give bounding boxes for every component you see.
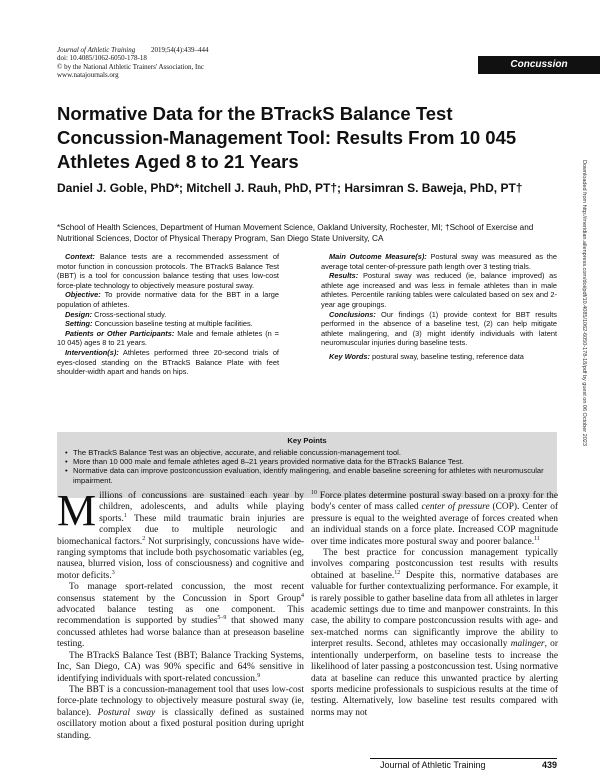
section-label: Concussion <box>478 56 600 74</box>
key-points-list <box>57 448 557 485</box>
body-paragraph <box>57 685 304 742</box>
reference-link[interactable]: 5–9 <box>217 615 227 622</box>
reference-link[interactable]: 12 <box>394 569 401 576</box>
objective-text: To provide normative data for the BBT in a large population of athletes. <box>57 290 279 309</box>
body-text: Force plates determine postural sway based on a proxy for the body's center of mass called <box>311 491 558 513</box>
intervention-text: Athletes performed three 20-second trials of eyes-closed standing on the BTrackS Balance Plate with feet shoulder-width apart and hands on hips. <box>57 347 279 377</box>
citation: 2019;54(4):439–444 <box>150 46 209 54</box>
download-note-text: Downloaded from http://meridian.allenpress.com/doi/pdf/10.4085/1062-6050-178-18/pdf by guest on 06 October 2023 <box>581 160 587 446</box>
page-number: 439 <box>541 760 557 770</box>
download-note <box>579 160 587 760</box>
body-paragraph <box>311 491 558 548</box>
patients-text: Male and female athletes (n = 10 045) ages 8 to 21 years. <box>57 328 280 348</box>
abstract-left-column <box>57 252 279 377</box>
copyright: © by the National Athletic Trainers' Association, Inc <box>57 62 204 71</box>
key-point-item: • Normative data can improve postconcussion evaluation, identify malingering, and enable baseline screening for athletes with neuromuscular impairment. <box>73 466 549 484</box>
objective-label: Objective: <box>65 290 101 300</box>
reference-link[interactable]: 4 <box>301 592 304 599</box>
body-text: illions of concussions are sustained each year by children, adolescents, and adults while playing sports. <box>99 491 304 524</box>
body-text: To manage sport-related concussion, the most recent consensus statement by the Concussion in Sport Group <box>57 582 304 604</box>
reference-link[interactable]: 3 <box>111 569 115 576</box>
key-points-title: Key Points <box>287 436 327 445</box>
intervention-label: Intervention(s): <box>65 347 119 357</box>
doi[interactable]: doi: 10.4085/1062-6050-178-18 <box>57 54 147 63</box>
body-text-italic: center of pressure <box>421 502 490 513</box>
setting-label: Setting: <box>65 319 93 329</box>
website-link[interactable]: www.natajournals.org <box>57 70 119 79</box>
abstract-right-column <box>321 252 557 362</box>
patients-label: Patients or Other Participants: <box>65 328 175 338</box>
footer-journal: Journal of Athletic Training <box>380 760 486 770</box>
body-paragraph <box>311 548 558 719</box>
conclusions-label: Conclusions: <box>329 309 376 319</box>
body-text: is classically defined as sustained oscillatory motion about a fixed postural position during upright standing. <box>57 707 304 741</box>
reference-link[interactable]: 11 <box>534 535 540 542</box>
body-text: The BBT is a concussion-management tool that uses low-cost force-plate technology to objectively measure postural sway (ie, balance). <box>57 684 304 718</box>
conclusions-text: Our findings (1) provide context for BBT results performed in the absence of a baseline test, (2) can help mitigate athlete malingering, and (3) might identify individuals with latent neuromuscular injuries during baseline tests. <box>321 309 557 348</box>
affiliations: *School of Health Sciences, Department of Human Movement Science, Oakland University, Rochester, MI; †School of Exercise and Nutritional Sciences, Doctor of Physical Therapy Program, San Diego State University, CA <box>57 223 534 243</box>
context-label: Context: <box>65 252 95 261</box>
reference-link[interactable]: 2 <box>142 535 146 542</box>
journal-name: Journal of Athletic Training <box>57 46 136 54</box>
body-text-italic: malinger <box>510 639 545 650</box>
page-footer <box>370 758 557 774</box>
body-paragraph <box>57 651 304 685</box>
body-text: , or intentionally underperform, on baseline tests to increase the likelihood of later passing a postconcussion test. Using normative data at baseline can reduce this unwanted practice by alerting sports medicine professionals to suspicious results at the time of testing. Alternatively, low baseline test results compared with norms may not <box>311 639 558 718</box>
keywords-text: postural sway, baseline testing, reference data <box>372 351 524 361</box>
results-text: Postural sway was reduced (ie, balance improved) as athlete age increased and was less in female athletes than in male athletes. Percentile ranking tables were calculated based on sex and 2-year age groupings. <box>321 271 557 309</box>
body-text: (COP). Center of pressure is equal to the weighted average of forces created when an individual stands on a force plate. Increased COP magnitude over time indicates more postural sway and poorer balance. <box>311 502 559 547</box>
reference-link[interactable]: 9 <box>257 672 261 679</box>
publication-metadata <box>57 46 287 79</box>
body-text: that showed many concussed athletes had worse balance than at preseason baseline testing. <box>57 616 304 650</box>
body-text: Not surprisingly, concussions have wide-ranging symptoms that include both psychosomatic variables (eg, nausea, blurred vision, loss of consciousness) and cognitive and motor deficits. <box>57 536 304 581</box>
body-left-column <box>57 486 304 742</box>
body-text-italic: Postural sway <box>97 707 156 718</box>
key-points-box <box>57 432 557 498</box>
reference-link[interactable]: 10 <box>311 489 317 496</box>
article-title: Normative Data for the BTrackS Balance Test Concussion-Management Tool: Results From 10 045 Athletes Aged 8 to 21 Years <box>57 103 517 172</box>
results-label: Results: <box>329 271 359 281</box>
body-paragraph <box>57 486 304 582</box>
outcome-text: Postural sway was measured as the average total center-of-pressure path length over 3 testing trials. <box>321 252 557 271</box>
body-text: advocated balance testing as one component. This recommendation is supported by studies <box>57 605 304 627</box>
authors: Daniel J. Goble, PhD*; Mitchell J. Rauh, PhD, PT†; Harsimran S. Baweja, PhD, PT† <box>57 181 523 195</box>
reference-link[interactable]: 1 <box>123 512 127 519</box>
key-point-item: • More than 10 000 male and female athletes aged 8–21 years provided normative data for the BTrackS Balance Test. <box>73 457 549 466</box>
footer-rule <box>370 758 557 759</box>
design-label: Design: <box>65 309 93 319</box>
key-point-item: • The BTrackS Balance Test was an objective, accurate, and reliable concussion-management tool. <box>73 448 549 457</box>
keywords-label: Key Words: <box>329 351 370 361</box>
context-text: Balance tests are a recommended assessment of motor function in concussion protocols. The BTrackS Balance Test (BBT) is a tool for concussion balance testing that uses low-cost force-plate technology to objectively measure postural sway. <box>57 252 279 290</box>
setting-text: Concussion baseline testing at multiple facilities. <box>94 319 253 329</box>
body-text: The BTrackS Balance Test (BBT; Balance Tracking Systems, Inc, San Diego, CA) was 90% specific and 64% sensitive in identifying individuals with sport-related concussion. <box>57 650 304 684</box>
drop-cap: M <box>57 486 97 535</box>
body-text: These mild traumatic brain injuries are complex due to multiple neurologic and biomechanical factors. <box>57 513 304 547</box>
body-paragraph <box>57 582 304 650</box>
design-text: Cross-sectional study. <box>94 309 167 319</box>
body-right-column <box>311 491 558 719</box>
body-text: Despite this, normative databases are valuable for further contextualizing performance. For example, it is rarely possible to gather baseline data from all athletes in larger academic settings due to time and manpower constraints. In this case, the ability to compare postconcussion results with age- and sex-matched norms can significantly improve the ability to interpret results. Second, athletes may occasionally <box>311 570 558 650</box>
body-text: The best practice for concussion management typically involves comparing postconcussion test results with results obtained at baseline. <box>311 548 558 581</box>
outcome-label: Main Outcome Measure(s): <box>329 252 427 261</box>
